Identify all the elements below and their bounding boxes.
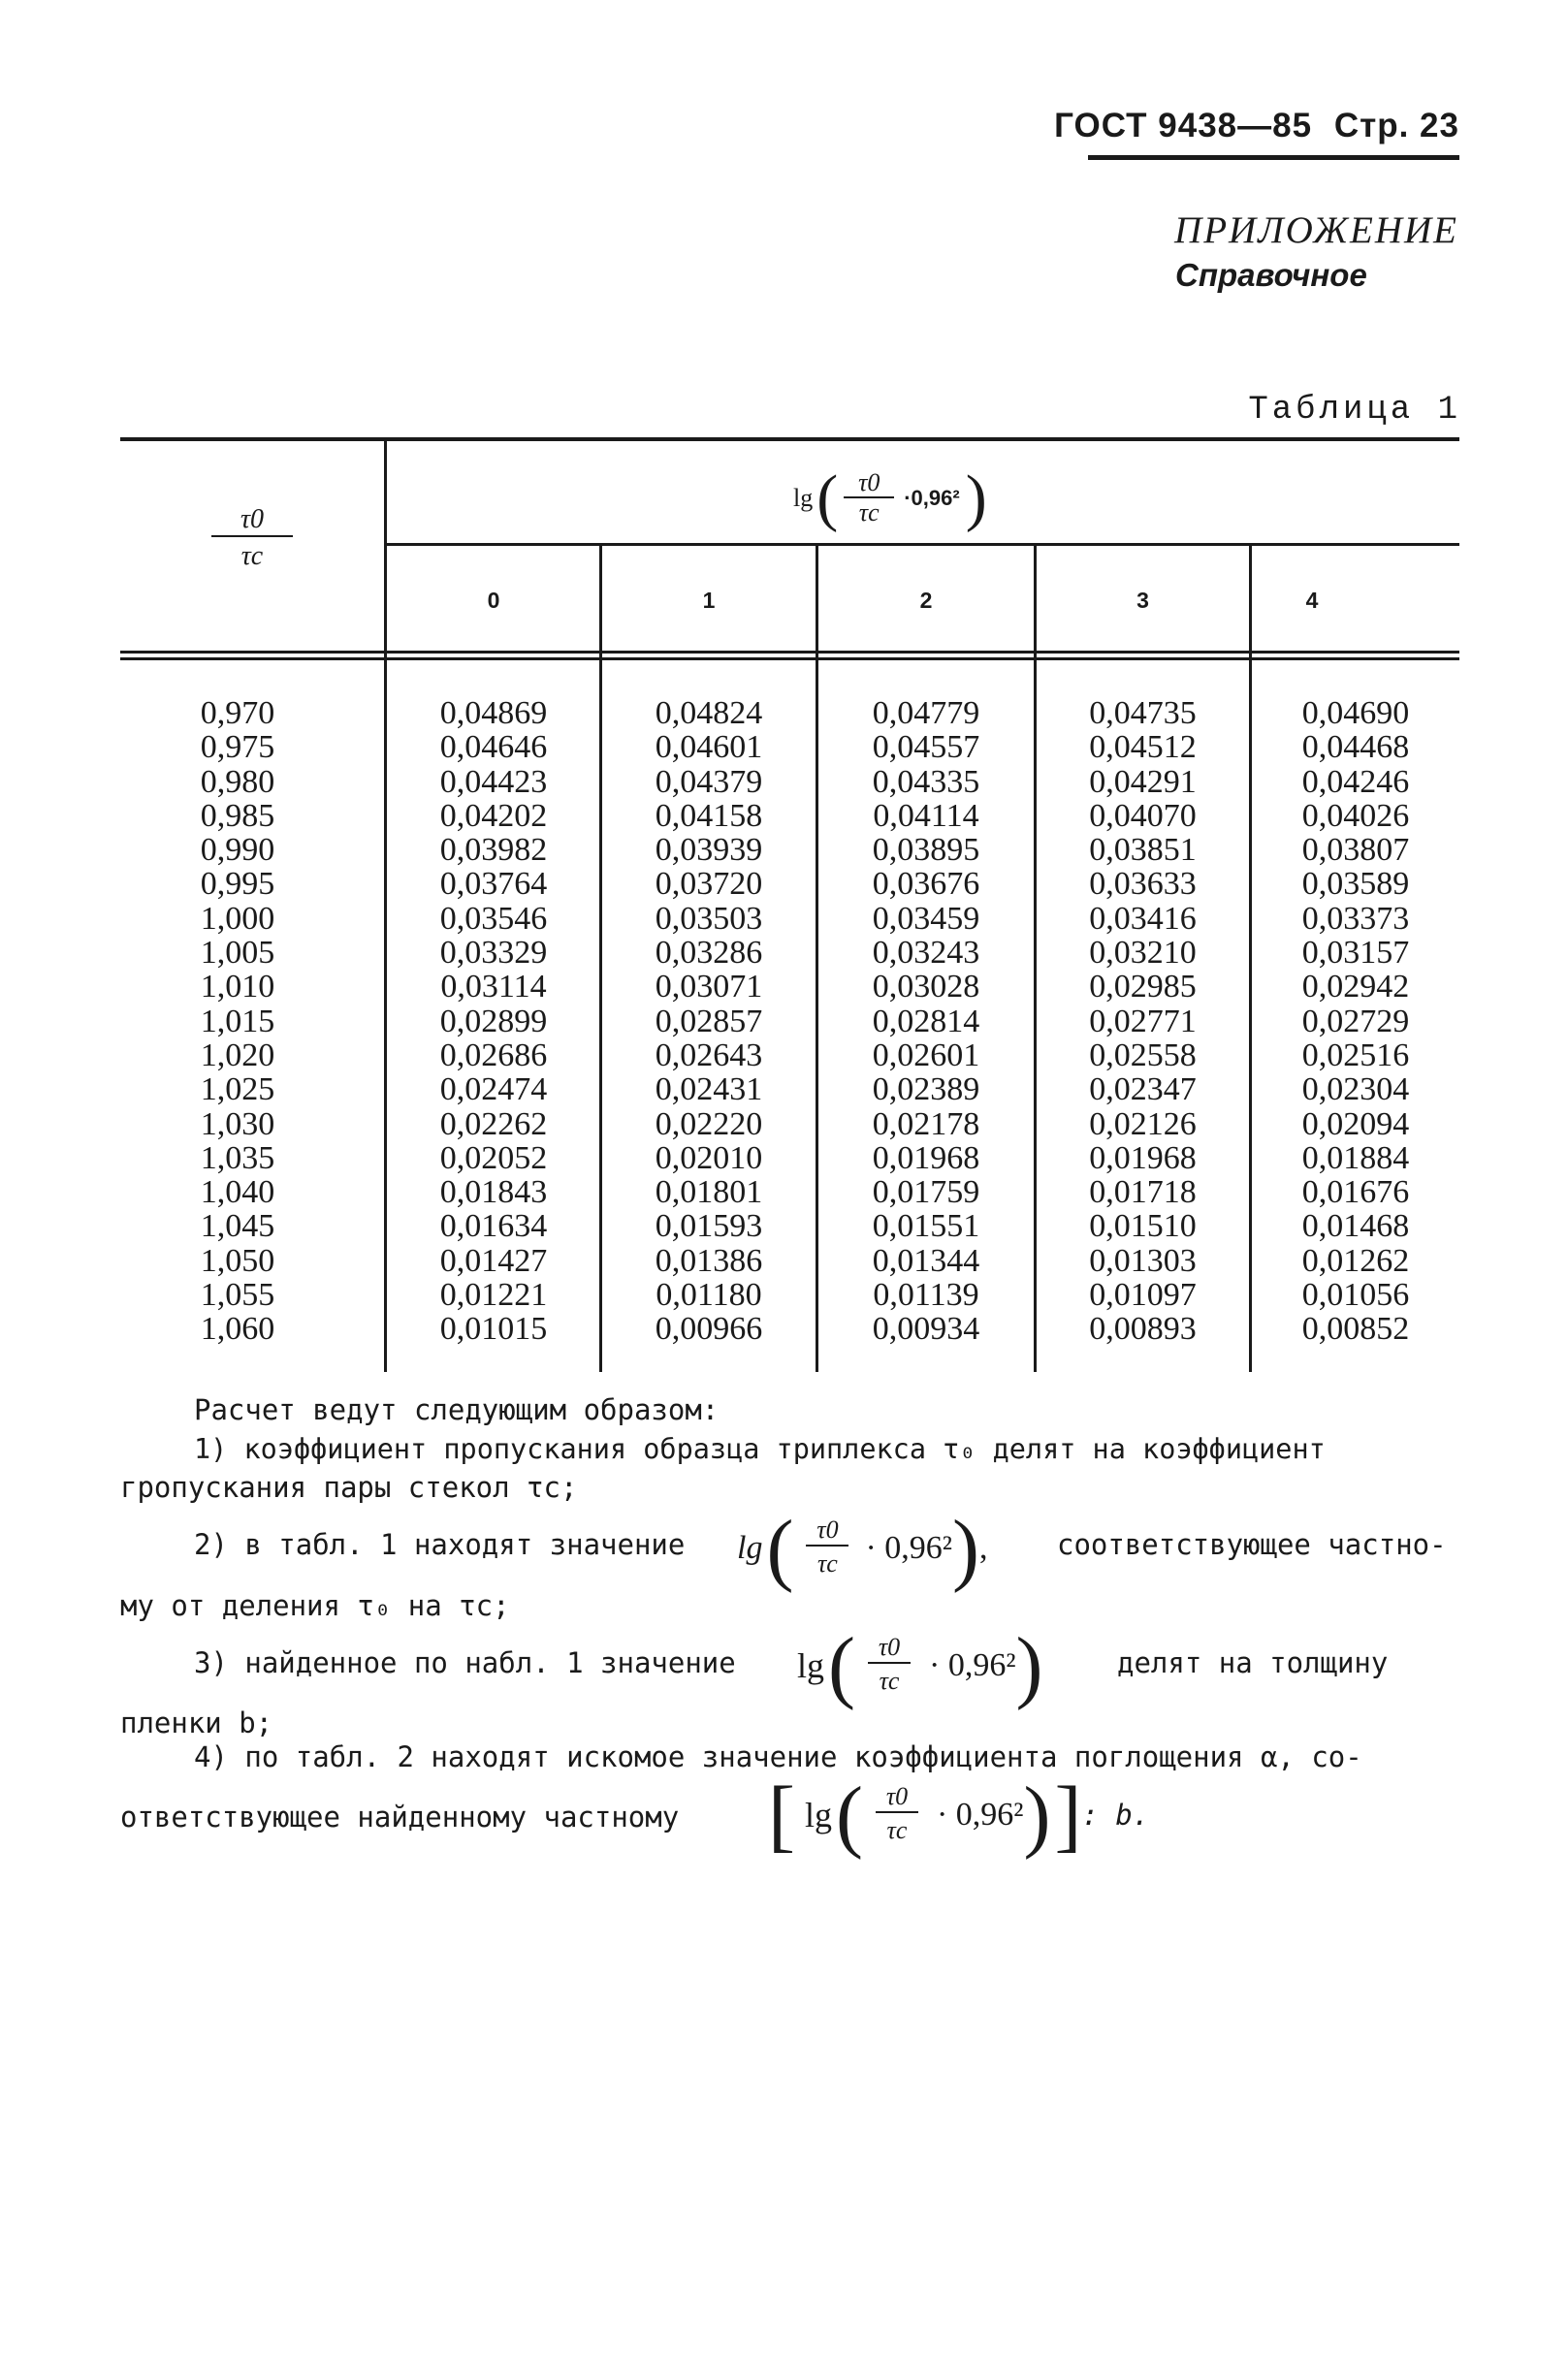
formula-fraction bbox=[867, 1782, 927, 1848]
table-cell: 0,04557 bbox=[872, 729, 980, 766]
row-key-cell: 1,055 bbox=[200, 1277, 275, 1314]
table-cell: 0,01056 bbox=[1301, 1277, 1410, 1314]
col-header-4: 4 bbox=[1305, 588, 1319, 613]
table-cell: 0,02899 bbox=[439, 1003, 548, 1039]
table-cell: 0,03071 bbox=[655, 969, 763, 1005]
table-cell: 0,01510 bbox=[1089, 1208, 1197, 1245]
table-cell: 0,01634 bbox=[439, 1208, 548, 1245]
table-cell: 0,03503 bbox=[655, 900, 763, 937]
table-cell: 0,03157 bbox=[1301, 935, 1410, 972]
table-cell: 0,02729 bbox=[1301, 1003, 1410, 1039]
step-4-formula-end: : b. bbox=[1081, 1799, 1150, 1832]
formula-paren-right: ) bbox=[1015, 1620, 1043, 1711]
table-cell: 0,03286 bbox=[655, 935, 763, 972]
bracket-right: ] bbox=[1054, 1770, 1082, 1861]
row-key-cell: 0,980 bbox=[200, 763, 275, 800]
table-cell: 0,02942 bbox=[1301, 969, 1410, 1005]
formula-paren-left: ( bbox=[828, 1620, 855, 1711]
table-cell: 0,03028 bbox=[872, 969, 980, 1005]
table-cell: 0,01139 bbox=[873, 1277, 979, 1314]
table-cell: 0,03720 bbox=[655, 866, 763, 903]
table-cell: 0,04512 bbox=[1089, 729, 1197, 766]
table-cell: 0,04158 bbox=[655, 797, 763, 834]
table-cell: 0,01759 bbox=[872, 1174, 980, 1211]
step-3-formula bbox=[797, 1617, 1043, 1714]
step-2-line-2: му от деления τ₀ на τc; bbox=[120, 1589, 510, 1622]
formula-tail: · 0,96² bbox=[865, 1530, 952, 1566]
table-cell: 0,01303 bbox=[1089, 1242, 1197, 1279]
table-cell: 0,04291 bbox=[1089, 763, 1197, 800]
table-cell: 0,03243 bbox=[872, 935, 980, 972]
step-3-line-1: 3) найденное по набл. 1 значение bbox=[194, 1646, 736, 1679]
row-key-cell: 1,060 bbox=[200, 1311, 275, 1348]
row-key-cell: 0,975 bbox=[200, 729, 275, 766]
row-key-cell: 1,045 bbox=[200, 1208, 275, 1245]
formula-func: lg bbox=[737, 1530, 763, 1566]
table-cell: 0,02431 bbox=[655, 1071, 763, 1108]
group-header-fraction bbox=[842, 469, 896, 527]
formula-numerator: τ0 bbox=[885, 1782, 909, 1810]
table-cell: 0,01468 bbox=[1301, 1208, 1410, 1245]
formula-func: lg bbox=[804, 1796, 832, 1834]
table-cell: 0,02052 bbox=[439, 1139, 548, 1176]
table-cell: 0,01718 bbox=[1089, 1174, 1197, 1211]
group-header-rule bbox=[386, 543, 1459, 546]
table-cell: 0,04646 bbox=[439, 729, 548, 766]
table-cell: 0,02126 bbox=[1089, 1105, 1197, 1142]
table-cell: 0,03851 bbox=[1089, 832, 1197, 869]
table-cell: 0,00852 bbox=[1301, 1311, 1410, 1348]
col-header-2: 2 bbox=[919, 588, 933, 613]
table-cell: 0,04690 bbox=[1301, 695, 1410, 731]
table-cell: 0,03939 bbox=[655, 832, 763, 869]
table-cell: 0,03210 bbox=[1089, 935, 1197, 972]
table-cell: 0,01221 bbox=[439, 1277, 548, 1314]
table-cell: 0,02389 bbox=[872, 1071, 980, 1108]
formula-denominator: τc bbox=[817, 1549, 838, 1578]
row-key-cell: 1,050 bbox=[200, 1242, 275, 1279]
table-cell: 0,04379 bbox=[655, 763, 763, 800]
table-cell: 0,03589 bbox=[1301, 866, 1410, 903]
table-cell: 0,00934 bbox=[872, 1311, 980, 1348]
group-header-denominator: τc bbox=[858, 498, 880, 526]
appendix-title: ПРИЛОЖЕНИЕ bbox=[1174, 209, 1458, 251]
row-key-cell: 1,010 bbox=[200, 969, 275, 1005]
group-header-fraction-bar bbox=[844, 496, 894, 498]
table-cell: 0,01884 bbox=[1301, 1139, 1410, 1176]
group-header-func: lg bbox=[793, 484, 814, 512]
table-cell: 0,03546 bbox=[439, 900, 548, 937]
col-header-0: 0 bbox=[487, 588, 500, 613]
table-cell: 0,03633 bbox=[1089, 866, 1197, 903]
table-cell: 0,02094 bbox=[1301, 1105, 1410, 1142]
step-3-line-2: пленки b; bbox=[120, 1706, 273, 1739]
row-key-cell: 0,970 bbox=[200, 695, 275, 731]
table-cell: 0,03459 bbox=[872, 900, 980, 937]
table-cell: 0,02643 bbox=[655, 1036, 763, 1073]
group-header-paren-right: ) bbox=[965, 462, 987, 533]
appendix-subtitle: Справочное bbox=[1175, 257, 1367, 293]
step-2-formula bbox=[737, 1500, 987, 1597]
value-column-4 bbox=[1252, 696, 1459, 1347]
row-header-denominator: τc bbox=[240, 541, 264, 571]
step-4-line-1: 4) по табл. 2 находят искомое значение коэффициента поглощения α, со- bbox=[194, 1740, 1362, 1773]
table-cell: 0,03982 bbox=[439, 832, 548, 869]
table-cell: 0,04468 bbox=[1301, 729, 1410, 766]
table-cell: 0,02178 bbox=[872, 1105, 980, 1142]
key-column bbox=[145, 696, 330, 1347]
formula-func: lg bbox=[797, 1646, 825, 1685]
group-header bbox=[793, 460, 987, 537]
table-top-rule bbox=[120, 437, 1459, 441]
table-cell: 0,02010 bbox=[655, 1139, 763, 1176]
table-cell: 0,04423 bbox=[439, 763, 548, 800]
table-cell: 0,01427 bbox=[439, 1242, 548, 1279]
table-cell: 0,03373 bbox=[1301, 900, 1410, 937]
table-cell: 0,04779 bbox=[872, 695, 980, 731]
col-divider-stub bbox=[384, 441, 387, 1372]
table-cell: 0,00893 bbox=[1089, 1311, 1197, 1348]
formula-fraction bbox=[797, 1515, 857, 1581]
table-cell: 0,01968 bbox=[1089, 1139, 1197, 1176]
row-key-cell: 1,015 bbox=[200, 1003, 275, 1039]
formula-denominator: τc bbox=[879, 1667, 900, 1695]
table-cell: 0,01344 bbox=[872, 1242, 980, 1279]
formula-paren-left: ( bbox=[766, 1503, 794, 1594]
formula-fraction bbox=[859, 1633, 919, 1699]
table-cell: 0,02516 bbox=[1301, 1036, 1410, 1073]
table-cell: 0,02304 bbox=[1301, 1071, 1410, 1108]
table-cell: 0,02985 bbox=[1089, 969, 1197, 1005]
row-header bbox=[211, 504, 293, 576]
table-cell: 0,01676 bbox=[1301, 1174, 1410, 1211]
table-cell: 0,04246 bbox=[1301, 763, 1410, 800]
table-cell: 0,04735 bbox=[1089, 695, 1197, 731]
value-column-1 bbox=[602, 696, 816, 1347]
formula-paren-right: ) bbox=[1023, 1770, 1051, 1861]
table-cell: 0,04335 bbox=[872, 763, 980, 800]
table-cell: 0,03676 bbox=[872, 866, 980, 903]
formula-numerator: τ0 bbox=[878, 1633, 901, 1661]
table-cell: 0,01180 bbox=[656, 1277, 762, 1314]
table-cell: 0,02558 bbox=[1089, 1036, 1197, 1073]
table-cell: 0,02857 bbox=[655, 1003, 763, 1039]
table-cell: 0,02601 bbox=[872, 1036, 980, 1073]
step-2-line-1-end: соответствующее частно- bbox=[1057, 1528, 1447, 1561]
table-cell: 0,03416 bbox=[1089, 900, 1197, 937]
value-column-3 bbox=[1037, 696, 1249, 1347]
table-cell: 0,04070 bbox=[1089, 797, 1197, 834]
row-key-cell: 1,000 bbox=[200, 900, 275, 937]
row-key-cell: 1,005 bbox=[200, 935, 275, 972]
row-header-fraction-bar bbox=[211, 535, 293, 537]
row-key-cell: 1,025 bbox=[200, 1071, 275, 1108]
formula-denominator: τc bbox=[886, 1816, 908, 1844]
step-4-line-2: ответствующее найденному частному bbox=[120, 1801, 680, 1834]
row-key-cell: 1,020 bbox=[200, 1036, 275, 1073]
step-3-line-1-end: делят на толщину bbox=[1117, 1646, 1389, 1679]
page-header bbox=[1054, 107, 1459, 145]
table-cell: 0,00966 bbox=[655, 1311, 763, 1348]
group-header-paren-left: ( bbox=[816, 462, 839, 533]
table-cell: 0,02262 bbox=[439, 1105, 548, 1142]
formula-paren-right: ) bbox=[951, 1503, 979, 1594]
table-cell: 0,04114 bbox=[873, 797, 979, 834]
formula-fraction-bar bbox=[806, 1545, 848, 1547]
table-caption: Таблица 1 bbox=[1248, 392, 1461, 429]
table-cell: 0,03329 bbox=[439, 935, 548, 972]
table-cell: 0,02347 bbox=[1089, 1071, 1197, 1108]
group-header-numerator: τ0 bbox=[858, 468, 880, 496]
table-cell: 0,03114 bbox=[440, 969, 547, 1005]
table-cell: 0,03764 bbox=[439, 866, 548, 903]
formula-trail: , bbox=[978, 1530, 988, 1566]
row-header-numerator: τ0 bbox=[240, 504, 265, 534]
table-cell: 0,01968 bbox=[872, 1139, 980, 1176]
value-column-2 bbox=[818, 696, 1034, 1347]
formula-tail: · 0,96² bbox=[929, 1647, 1016, 1683]
step-1-line-1: 1) коэффициент пропускания образца триплекса τ₀ делят на коэффициент bbox=[194, 1433, 1326, 1465]
formula-fraction-bar bbox=[868, 1662, 911, 1664]
formula-paren-left: ( bbox=[836, 1770, 863, 1861]
formula-numerator: τ0 bbox=[816, 1515, 839, 1544]
table-cell: 0,01843 bbox=[439, 1174, 548, 1211]
formula-tail: · 0,96² bbox=[936, 1797, 1024, 1833]
row-key-cell: 1,035 bbox=[200, 1139, 275, 1176]
table-cell: 0,04824 bbox=[655, 695, 763, 731]
header-rule bbox=[1088, 155, 1459, 160]
row-key-cell: 0,985 bbox=[200, 797, 275, 834]
row-key-cell: 0,990 bbox=[200, 832, 275, 869]
table-header-rule-2 bbox=[120, 657, 1459, 660]
table-cell: 0,01097 bbox=[1089, 1277, 1197, 1314]
table-cell: 0,04202 bbox=[439, 797, 548, 834]
table-cell: 0,04026 bbox=[1301, 797, 1410, 834]
step-2-line-1: 2) в табл. 1 находят значение bbox=[194, 1528, 686, 1561]
col-header-3: 3 bbox=[1136, 588, 1149, 613]
formula-fraction-bar bbox=[876, 1811, 918, 1813]
bracket-left: [ bbox=[768, 1770, 795, 1861]
table-cell: 0,03895 bbox=[872, 832, 980, 869]
intro-line: Расчет ведут следующим образом: bbox=[194, 1393, 720, 1426]
row-key-cell: 0,995 bbox=[200, 866, 275, 903]
table-cell: 0,01015 bbox=[439, 1311, 548, 1348]
table-cell: 0,02814 bbox=[872, 1003, 980, 1039]
table-cell: 0,03807 bbox=[1301, 832, 1410, 869]
table-cell: 0,01386 bbox=[655, 1242, 763, 1279]
table-cell: 0,02771 bbox=[1089, 1003, 1197, 1039]
table-cell: 0,02220 bbox=[655, 1105, 763, 1142]
table-cell: 0,04869 bbox=[439, 695, 548, 731]
table-cell: 0,04601 bbox=[655, 729, 763, 766]
table-cell: 0,01262 bbox=[1301, 1242, 1410, 1279]
table-header-rule-1 bbox=[120, 651, 1459, 654]
table-cell: 0,01551 bbox=[872, 1208, 980, 1245]
col-header-1: 1 bbox=[702, 588, 716, 613]
table-cell: 0,02474 bbox=[439, 1071, 548, 1108]
table-cell: 0,01593 bbox=[655, 1208, 763, 1245]
row-key-cell: 1,040 bbox=[200, 1174, 275, 1211]
table-cell: 0,01801 bbox=[655, 1174, 763, 1211]
value-column-0 bbox=[388, 696, 599, 1347]
step-1-line-2: гропускания пары стекол τc; bbox=[120, 1471, 578, 1504]
group-header-tail: ·0,96² bbox=[904, 486, 960, 510]
row-key-cell: 1,030 bbox=[200, 1105, 275, 1142]
page-number: Стр. 23 bbox=[1333, 107, 1459, 144]
step-4-formula bbox=[768, 1767, 1149, 1864]
table-cell: 0,02686 bbox=[439, 1036, 548, 1073]
standard-number: ГОСТ 9438—85 bbox=[1054, 107, 1313, 144]
